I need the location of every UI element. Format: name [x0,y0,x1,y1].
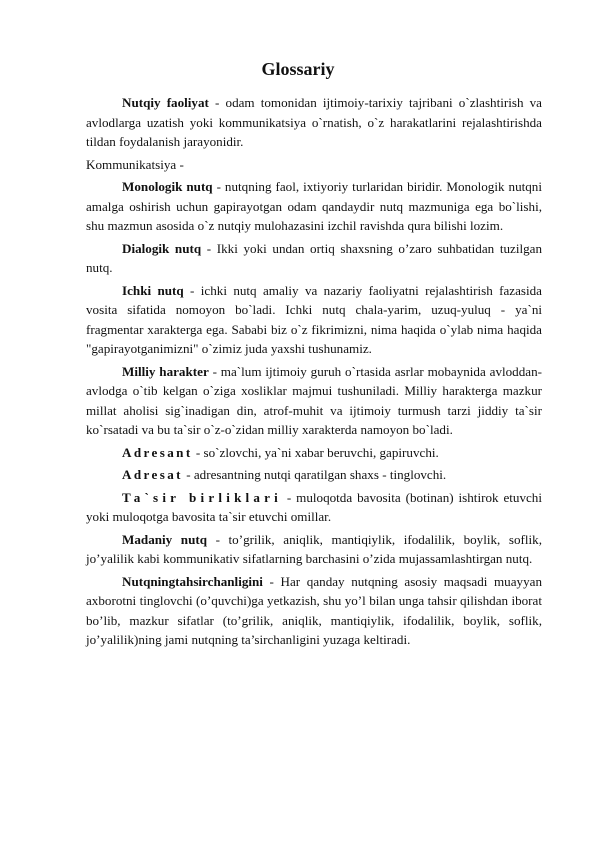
glossary-body [86,93,542,653]
glossary-term: Nutqiy faoliyat [122,95,209,110]
glossary-term: Madaniy nutq [122,531,207,547]
glossary-definition: - Ikki yoki undan ortiq shaxsning o’zaro suhbatidan tuzilgan nutq. [86,240,543,275]
glossary-entry [86,530,542,569]
glossary-definition: - ma`lum ijtimoiy guruh o`rtasida asrlar mobaynida avloddan-avlodga o`tib kelgan o`ziga xosliklar majmui tushuniladi. Milliy harakterga mazkur millat aholisi sig`inadigan din, atrof-muhit va ijtimoiy turmush tarzi jiddiy ta`sir ko`rsatadi va bu ta`sir o`z-o`zidan milliy xarakterda namoyon bo`ladi. [86,363,542,437]
glossary-definition: - nutqning faol, ixtiyoriy turlaridan biridir. Monologik nutqni amalga oshirish uchun gapirayotgan odam qandaydir nutq mazmuniga ega bo`lishi, shu mazmun asosida o`z nutqiy mulohazasini izchil ravishda qura bilishi lozim. [86,179,542,233]
glossary-term: Milliy harakter [122,363,209,379]
glossary-term: Nutqningtahsirchanligini [122,573,263,589]
glossary-term: Ta`sir birliklari [122,489,282,505]
glossary-entry [86,443,542,463]
glossary-entry [86,362,542,440]
glossary-entry [86,155,542,175]
glossary-definition: - muloqotda bavosita (botinan) ishtirok etuvchi yoki muloqotga bavosita ta`sir etuvchi omillar. [86,489,542,524]
glossary-definition: - so`zlovchi, ya`ni xabar beruvchi, gapiruvchi. [192,444,439,460]
glossary-term: Adresant [122,444,193,460]
glossary-definition: - adresantning nutqi qaratilgan shaxs - tinglovchi. [182,467,447,482]
glossary-entry [86,177,542,236]
glossary-term: Adresat [122,467,183,482]
glossary-term: Ichki nutq [122,282,184,298]
glossary-definition: - to’grilik, aniqlik, mantiqiylik, ifodalilik, boylik, soflik, jo’yalilik kabi kommunikativ sifatlarning barchasini o’zida mujassamlashtirgan nutq. [86,531,543,566]
glossary-definition: Kommunikatsiya - [86,156,184,172]
glossary-term: Dialogik nutq [122,240,202,256]
glossary-entry [86,488,542,527]
glossary-definition: - ichki nutq amaliy va nazariy faoliyatni rejalashtirish fazasida vosita sifatida nomoyon bo`ladi. Ichki nutq chala-yarim, uzuq-yuluq - ya`ni fragmentar xarakterga ega. Sababi biz o`z fikrimizni, nima haqida o`ylab nima haqida "gapirayotganimizni" o`zimiz juda yaxshi tushunamiz. [86,282,542,356]
page-title: Glossariy [261,59,335,79]
glossary-entry [86,572,542,650]
glossary-entry [86,239,542,278]
glossary-entry [86,465,542,485]
glossary-entry [86,281,542,359]
glossary-term: Monologik nutq [122,179,213,194]
glossary-definition: - Har qanday nutqning asosiy maqsadi muayyan axborotni tinglovchi (o’quvchi)ga yetkazish, shu yo’l bilan unga tahsir qilishdan iborat bo’lib, mazkur sifatlar (to’grilik, aniqlik, mantiqiylik, ifodalilik, boylik, soflik, jo’yalilik)ning jami nutqning ta’sirchanligini yuzaga keltiradi. [86,573,542,647]
glossary-definition: - odam tomonidan ijtimoiy-tarixiy tajribani o`zlashtirish va avlodlarga uzatish yoki kommunikatsiya o`rnatish, o`z harakatlarini rejalashtirishda tildan foydalanish jarayonidir. [86,95,542,149]
glossary-entry [86,93,542,152]
